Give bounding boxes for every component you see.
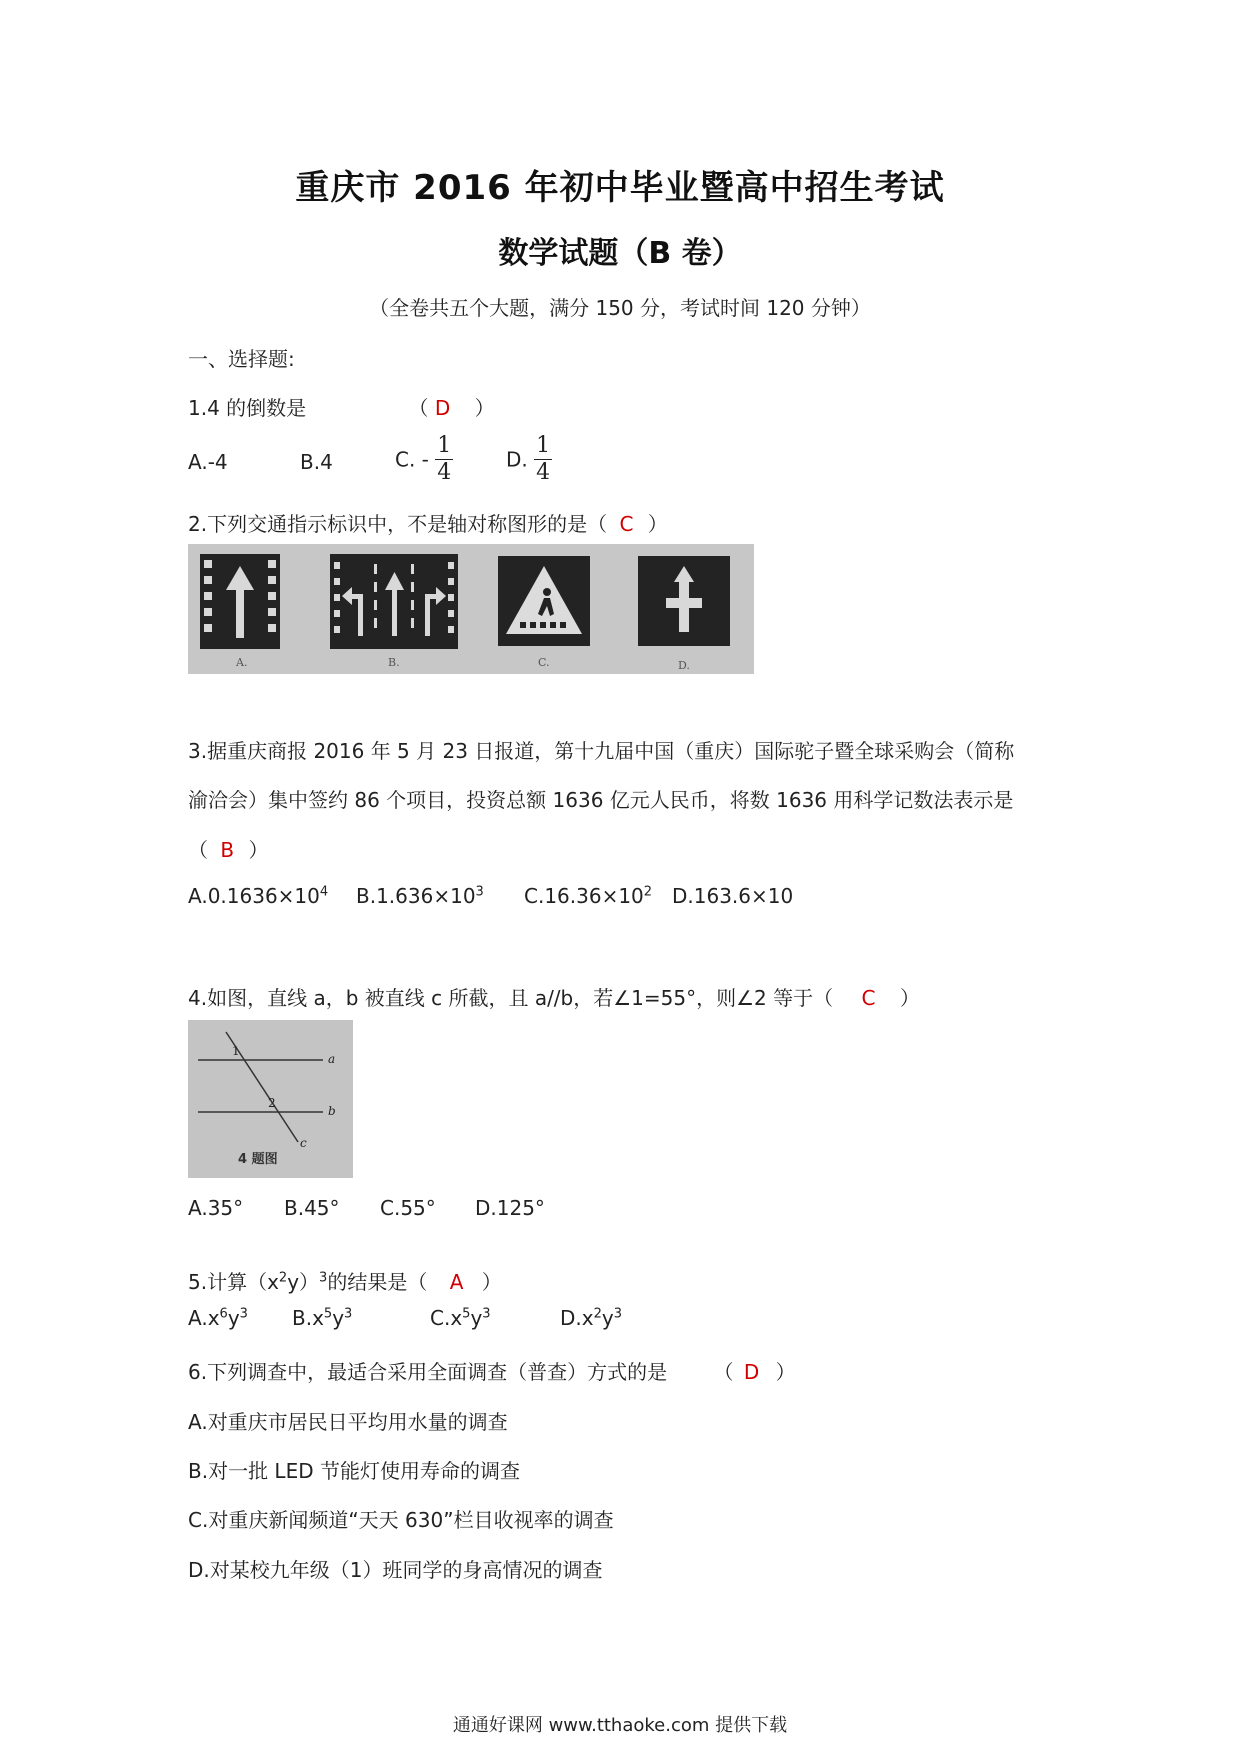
question-4-option-b: B.45° bbox=[284, 1196, 340, 1220]
question-1-option-a: A.-4 bbox=[188, 450, 228, 474]
option-a-exponent-y: 3 bbox=[239, 1306, 248, 1322]
question-3-answer-line bbox=[188, 834, 268, 863]
fraction-numerator: 1 bbox=[437, 433, 452, 458]
pedestrian-crossing-icon bbox=[498, 556, 590, 646]
question-1-stem bbox=[188, 392, 495, 421]
answer-paren-close: ） bbox=[899, 986, 920, 1010]
question-5-stem bbox=[188, 1266, 502, 1295]
question-6-stem bbox=[188, 1356, 796, 1385]
option-a-y: y bbox=[227, 1306, 240, 1330]
traffic-signs-photo bbox=[188, 544, 754, 674]
line-label-a: a bbox=[328, 1052, 336, 1066]
question-6-option-d: D.对某校九年级（1）班同学的身高情况的调查 bbox=[188, 1558, 603, 1582]
sign-c-pedestrian-crossing bbox=[498, 556, 590, 646]
option-d-base: D.x bbox=[560, 1306, 594, 1330]
option-d-y: y bbox=[601, 1306, 614, 1330]
fraction-one-quarter bbox=[534, 433, 552, 486]
question-6-text: 6.下列调查中，最适合采用全面调查（普查）方式的是 bbox=[188, 1360, 668, 1384]
option-b-base: B.x bbox=[292, 1306, 324, 1330]
answer-paren-close: ） bbox=[481, 1270, 502, 1294]
question-1-answer: D bbox=[434, 396, 451, 420]
answer-paren-open: （ bbox=[713, 1360, 734, 1384]
question-5-text-pre: 5.计算（x bbox=[188, 1270, 279, 1294]
question-1-option-c bbox=[395, 433, 453, 486]
option-c-prefix: C. - bbox=[395, 447, 429, 472]
option-b-text: B.1.636×10 bbox=[356, 884, 476, 908]
parallel-lines-figure bbox=[188, 1020, 353, 1178]
answer-paren-close: ） bbox=[474, 396, 495, 420]
question-1-option-b: B.4 bbox=[300, 450, 333, 474]
fraction-denominator: 4 bbox=[437, 460, 452, 485]
question-6-option-c: C.对重庆新闻频道“天天 630”栏目收视率的调查 bbox=[188, 1508, 614, 1532]
question-1-text: 1.4 的倒数是 bbox=[188, 396, 307, 420]
option-a-base: A.x bbox=[188, 1306, 220, 1330]
question-5-exponent-2: 3 bbox=[319, 1270, 328, 1286]
question-3-line-2: 渝洽会）集中签约 86 个项目，投资总额 1636 亿元人民币，将数 1636 用科学记数法表示是 bbox=[188, 788, 1014, 812]
line-label-b: b bbox=[328, 1104, 336, 1118]
download-footer: 通通好课网 www.tthaoke.com 提供下载 bbox=[452, 1715, 788, 1736]
question-5-exponent-1: 2 bbox=[278, 1270, 288, 1286]
question-2-stem bbox=[188, 508, 668, 537]
question-3-answer: B bbox=[220, 838, 235, 862]
exam-note: （全卷共五个大题，满分 150 分，考试时间 120 分钟） bbox=[369, 296, 871, 320]
exam-title: 重庆市 2016 年初中毕业暨高中招生考试 bbox=[295, 168, 945, 208]
straight-arrow-icon bbox=[200, 554, 280, 649]
question-5-text-post: 的结果是（ bbox=[327, 1270, 428, 1294]
line-label-c: c bbox=[300, 1136, 307, 1150]
question-4-text: 4.如图，直线 a，b 被直线 c 所截，且 a//b，若∠1=55°，则∠2 等于（ bbox=[188, 986, 834, 1010]
answer-paren-close: ） bbox=[775, 1360, 796, 1384]
question-5-option-c bbox=[430, 1306, 491, 1330]
intersection-icon bbox=[638, 556, 730, 646]
option-d-exponent-x: 2 bbox=[593, 1306, 602, 1322]
question-3-option-a bbox=[188, 884, 328, 908]
sign-label-d: D. bbox=[678, 659, 690, 672]
question-4-option-d: D.125° bbox=[475, 1196, 545, 1220]
answer-paren-close: ） bbox=[248, 838, 269, 862]
question-3-option-d: D.163.6×10 bbox=[672, 884, 794, 908]
sign-a-straight-arrow bbox=[200, 554, 280, 649]
option-b-exponent-y: 3 bbox=[344, 1306, 353, 1322]
question-3-line-1: 3.据重庆商报 2016 年 5 月 23 日报道，第十九届中国（重庆）国际驼子暨全球采购会（简称 bbox=[188, 739, 1015, 763]
question-5-option-a bbox=[188, 1306, 248, 1330]
question-5-option-b bbox=[292, 1306, 352, 1330]
question-5-answer: A bbox=[449, 1270, 464, 1294]
question-4-option-c: C.55° bbox=[380, 1196, 436, 1220]
answer-paren-open: （ bbox=[188, 838, 208, 862]
sign-label-c: C. bbox=[538, 656, 550, 669]
option-c-y: y bbox=[470, 1306, 483, 1330]
angle-label-2: 2 bbox=[268, 1096, 276, 1110]
option-d-exponent-y: 3 bbox=[613, 1306, 622, 1322]
question-5-option-d bbox=[560, 1306, 622, 1330]
sign-label-b: B. bbox=[388, 656, 400, 669]
option-c-exponent-x: 5 bbox=[462, 1306, 471, 1322]
exam-subtitle: 数学试题（B 卷） bbox=[498, 236, 742, 271]
question-3-option-c bbox=[524, 884, 652, 908]
question-6-answer: D bbox=[743, 1360, 760, 1384]
question-4-answer: C bbox=[861, 986, 876, 1010]
sign-b-lane-arrows bbox=[330, 554, 458, 649]
answer-paren-open: （ bbox=[408, 396, 429, 420]
option-d-prefix: D. bbox=[506, 447, 528, 472]
angle-label-1: 1 bbox=[232, 1044, 240, 1058]
sign-label-a: A. bbox=[236, 656, 248, 669]
question-2-text: 2.下列交通指示标识中，不是轴对称图形的是（ bbox=[188, 512, 608, 536]
option-b-exponent: 3 bbox=[475, 884, 484, 900]
option-a-text: A.0.1636×10 bbox=[188, 884, 320, 908]
sign-d-intersection bbox=[638, 556, 730, 646]
question-5-text-mid: y） bbox=[287, 1270, 320, 1294]
question-6-option-a: A.对重庆市居民日平均用水量的调查 bbox=[188, 1410, 508, 1434]
question-4-stem bbox=[188, 982, 920, 1011]
option-c-exponent-y: 3 bbox=[482, 1306, 491, 1322]
figure-caption: 4 题图 bbox=[238, 1152, 278, 1167]
fraction-denominator: 4 bbox=[536, 460, 551, 485]
option-c-base: C.x bbox=[430, 1306, 463, 1330]
question-1-option-d bbox=[506, 433, 552, 486]
lane-arrows-icon bbox=[330, 554, 458, 649]
question-3-option-b bbox=[356, 884, 484, 908]
option-c-text: C.16.36×10 bbox=[524, 884, 644, 908]
answer-paren-close: ） bbox=[647, 512, 668, 536]
option-c-exponent: 2 bbox=[643, 884, 653, 900]
question-2-answer: C bbox=[619, 512, 634, 536]
fraction-numerator: 1 bbox=[536, 433, 551, 458]
question-6-option-b: B.对一批 LED 节能灯使用寿命的调查 bbox=[188, 1459, 520, 1483]
fraction-one-quarter bbox=[435, 433, 453, 486]
section-heading: 一、选择题: bbox=[188, 347, 295, 371]
option-a-exponent: 4 bbox=[319, 884, 329, 900]
option-b-exponent-x: 5 bbox=[323, 1306, 333, 1322]
option-a-exponent-x: 6 bbox=[219, 1306, 228, 1322]
option-b-y: y bbox=[332, 1306, 345, 1330]
question-4-option-a: A.35° bbox=[188, 1196, 244, 1220]
